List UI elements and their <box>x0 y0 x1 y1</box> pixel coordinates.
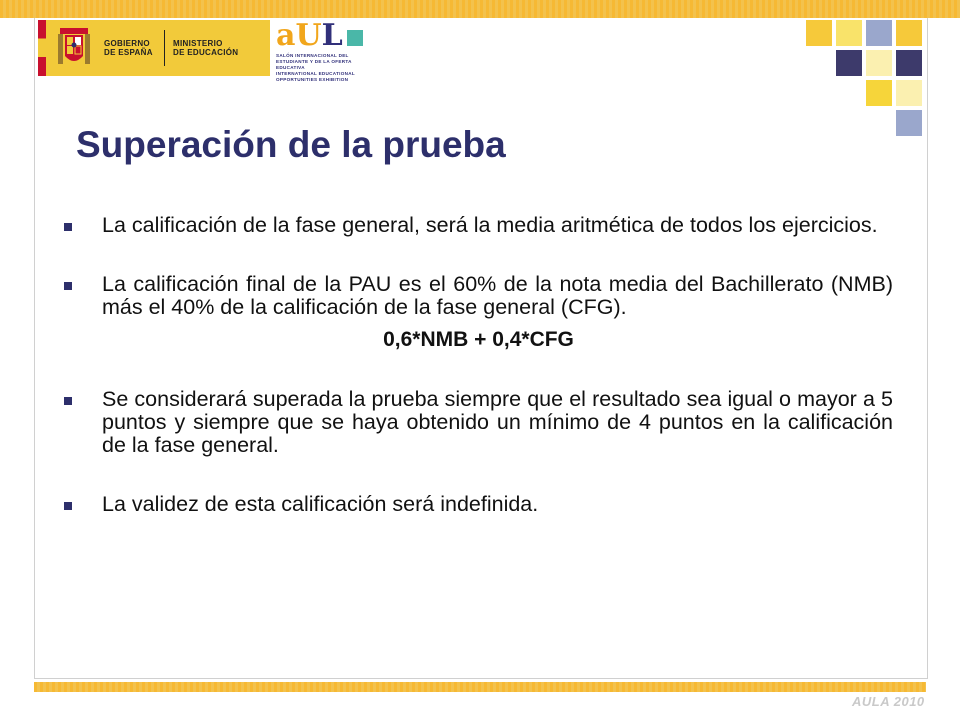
formula: 0,6*NMB + 0,4*CFG <box>383 328 574 351</box>
bullet-text: La validez de esta calificación será indefinida. <box>102 492 539 516</box>
aula-wordmark-icon: a U L <box>276 20 380 50</box>
bullet-square-icon <box>64 223 72 231</box>
bullet-item <box>64 273 893 319</box>
bullet-text: La calificación de la fase general, será la media aritmética de todos los ejercicios. <box>102 213 878 237</box>
deco-square <box>836 20 862 46</box>
deco-square <box>896 50 922 76</box>
aula-subtitle-line: ESTUDIANTE Y DE LA OFERTA EDUCATIVA <box>276 59 352 70</box>
bullet-text: La calificación final de la PAU es el 60% de la nota media del Bachillerato (NMB) más el 40% de la calificación de la fase general (CFG). <box>102 272 893 319</box>
deco-square <box>866 20 892 46</box>
logo-divider <box>164 30 165 66</box>
top-decorative-bar <box>0 0 960 18</box>
slide-content <box>64 214 893 516</box>
deco-square <box>806 20 832 46</box>
coat-of-arms-icon <box>56 26 92 70</box>
bottom-decorative-bar <box>34 682 926 692</box>
gobierno-label <box>104 39 156 57</box>
deco-square <box>866 50 892 76</box>
gobierno-espana-logo <box>38 20 270 76</box>
slide-title: Superación de la prueba <box>76 124 506 165</box>
deco-square <box>896 110 922 136</box>
deco-square <box>896 80 922 106</box>
aula-logo <box>276 20 380 80</box>
aula-2010-footer: AULA 2010 <box>852 694 925 709</box>
bullet-text: Se considerará superada la prueba siempre que el resultado sea igual o mayor a 5 puntos y siempre que se haya obtenido un mínimo de 4 puntos en la calificación de la fase general. <box>102 387 893 457</box>
bullet-item <box>64 388 893 457</box>
ministerio-line1: MINISTERIO <box>173 39 223 48</box>
bullet-square-icon <box>64 397 72 405</box>
bullet-item <box>64 214 893 237</box>
deco-square <box>836 50 862 76</box>
bullet-item <box>64 493 893 516</box>
gobierno-line2: DE ESPAÑA <box>104 48 153 57</box>
ministerio-label <box>173 39 238 57</box>
bullet-square-icon <box>64 282 72 290</box>
aula-subtitle <box>276 53 380 83</box>
deco-square <box>896 20 922 46</box>
deco-square <box>866 80 892 106</box>
ministerio-line2: DE EDUCACIÓN <box>173 48 239 57</box>
aula-subtitle-line: INTERNATIONAL EDUCATIONAL <box>276 71 355 76</box>
aula-subtitle-line: SALÓN INTERNACIONAL DEL <box>276 53 349 58</box>
flag-stripe <box>38 20 46 76</box>
bullet-square-icon <box>64 502 72 510</box>
aula-subtitle-line: OPPORTUNITIES EXHIBITION <box>276 77 349 82</box>
gobierno-line1: GOBIERNO <box>104 39 150 48</box>
